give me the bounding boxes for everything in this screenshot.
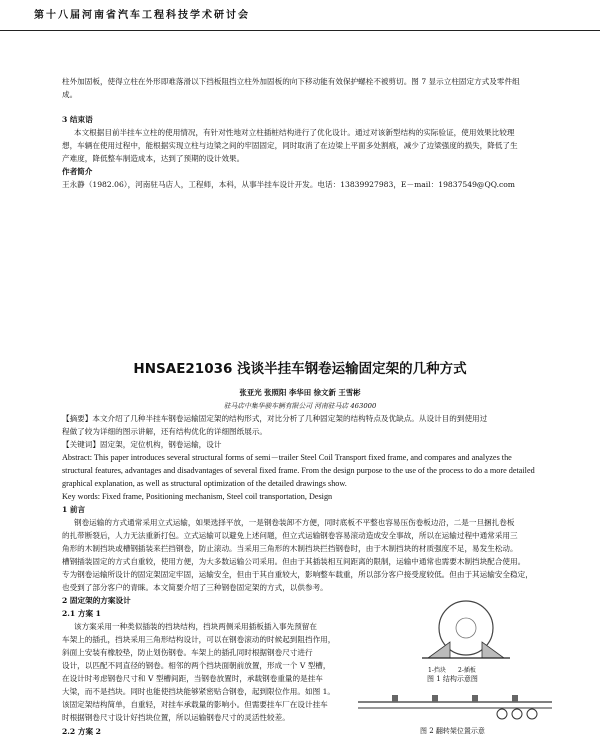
section-1-line: 也受到了部分客户的青睐。本文简要介绍了三种钢卷固定架的方式，以供参考。 [62, 583, 328, 592]
section-2-heading: 2 固定架的方案设计 [62, 596, 131, 605]
section-1-line: 的扎带断裂后，人力无法重新打包。立式运输可以避免上述问题，但立式运输钢卷容易滚动造成安全事故，所以在运输过程中通常采用三 [62, 531, 518, 540]
running-header-text: 第十八届河南省汽车工程科技学术研讨会 [34, 10, 250, 21]
flip-frame-mark [432, 695, 438, 702]
section-2-1-heading: 2.1 方案 1 [62, 609, 101, 618]
section-1-line: 槽钢插装固定的方式自重较，使用方便，为大多数运输公司采用。但由于其插装相互间距离的限制，运输中通常也需要木制挡块配合使用。 [62, 557, 526, 566]
abstract-cn-line: 【摘要】本文介绍了几种半挂车钢卷运输固定架的结构形式，对比分析了几种固定架的结构特点及优缺点。从设计目的到使用过 [62, 414, 488, 423]
abstract-en-line: graphical explanation, as well as structural optimization of the detailed drawings show. [62, 479, 347, 488]
figure-1-drawing [420, 598, 512, 660]
section-2-1-line: 该固定架结构简单，自重轻，对挂车承载量的影响小。但需要挂车厂在设计挂车 [62, 700, 328, 709]
flip-frame-mark [392, 695, 398, 702]
section-2-1-line: 大梁，而不是挡块。同时也能使挡块能够紧密贴合钢卷，起到限位作用。如图 1。 [62, 687, 336, 696]
abstract-cn-line: 程做了较为详细的图示讲解，还有结构优化的详细图纸展示。 [62, 427, 268, 436]
figure-2-drawing [352, 690, 562, 724]
section-2-1-line: 该方案采用一种类似插装的挡块结构，挡块两侧采用插板插入事先预留在 [74, 622, 317, 631]
section-2-2-heading: 2.2 方案 2 [62, 727, 101, 736]
article-title: HNSAE21036 浅谈半挂车钢卷运输固定架的几种方式 [133, 361, 467, 377]
figure-1-label: 1-挡块 [428, 667, 446, 674]
chock-block-right [482, 642, 504, 658]
figure-2-caption: 图 2 翻转架位置示意 [420, 727, 485, 735]
conclusion-line: 本文根据目前半挂车立柱的使用情况，有针对性地对立柱插桩结构进行了优化设计。通过对该新型结构的实际验证，使用效果比较理 [74, 128, 515, 137]
author-heading: 作者简介 [62, 167, 93, 176]
section-2-1-line: 设计，以匹配不同直径的钢卷。相邻的两个挡块面朝前放置，形成一个 V 型槽， [62, 661, 331, 670]
prev-continuation-line: 柱外加固板，使得立柱在外形即难落滑以下挡板阻挡立柱外加固板的向下移动能有效保护螺栓不被剪切。图 7 显示立柱固定方式及零件组 [62, 77, 520, 86]
conclusion-line: 产难度，降低整车制造成本，达到了预期的设计效果。 [62, 154, 245, 163]
section-2-1-line: 斜面上安装有橡胶垫，防止划伤钢卷。车架上的插孔同时根据钢卷尺寸进行 [62, 648, 313, 657]
figure-1-label: 2-插板 [458, 667, 476, 674]
keywords-cn: 【关键词】固定架，定位机构，钢卷运输，设计 [62, 440, 222, 449]
running-header [0, 0, 600, 31]
trailer-wheel [527, 709, 537, 719]
author-info: 王永静（1982.06），河南驻马店人，工程师，本科，从事半挂车设计开发。电话：13839927983，E－mail：19837549@QQ.com [62, 180, 516, 189]
article-affiliation: 驻马店中集华骏车辆有限公司 河南驻马店 463000 [223, 402, 377, 410]
section-2-1-line: 在设计时考虑钢卷尺寸和 V 型槽间距，当钢卷放置时，承载钢卷重量的是挂车 [62, 674, 323, 683]
conclusion-line: 想，车辆在使用过程中，能根据实现立柱与边梁之间的牢固固定，同时取消了在边梁上平面多处割痕，减少了边梁强度的损失，降低了生 [62, 141, 518, 150]
figure-1-caption: 图 1 结构示意图 [427, 675, 478, 683]
chock-block-left [428, 642, 450, 658]
section-2-1-line: 车架上的插孔，挡块采用三角形结构设计，可以在钢卷滚动的时候起到阻挡作用， [62, 635, 336, 644]
section-1-line: 专为钢卷运输所设计的固定架固定牢固，运输安全，但由于其自重较大，影响整车载重，所以部分客户接受度较低。但由于其运输安全稳定， [62, 570, 533, 579]
trailer-wheel [497, 709, 507, 719]
steel-coil-core [456, 618, 476, 638]
prev-continuation-line: 成。 [62, 90, 78, 99]
flip-frame-mark [512, 695, 518, 702]
section-1-line: 钢卷运输的方式通常采用立式运输，如果选择平放，一是钢卷装卸不方便，同时底板不平整也容易压伤卷板边沿，二是一旦捆扎卷板 [74, 518, 515, 527]
article-authors: 张亚光 张照阳 李华田 徐文新 王雪彬 [239, 388, 361, 397]
keywords-en: Key words: Fixed frame, Positioning mechanism, Steel coil transportation, Design [62, 492, 333, 501]
abstract-en-line: structural features, advantages and disadvantages of several fixed frame. From the design purpose to the use of the process to do a more detailed [62, 466, 535, 475]
section-1-line: 角形的木制挡块或槽钢插装来拦挡钢卷，防止滚动。当采用三角形的木制挡块拦挡钢卷时，由于木制挡块的材质强度不足，易发生松动。 [62, 544, 518, 553]
conclusion-heading: 3 结束语 [62, 115, 93, 124]
trailer-wheel [512, 709, 522, 719]
section-2-1-line: 时根据钢卷尺寸设计好挡块位置，所以运输钢卷尺寸的灵活性较差。 [62, 713, 290, 722]
section-1-heading: 1 前言 [62, 505, 86, 514]
flip-frame-mark [472, 695, 478, 702]
abstract-en-line: Abstract: This paper introduces several structural forms of semi－trailer Steel Coil Transport fixed frame, and compares and analyzes the [62, 453, 512, 462]
